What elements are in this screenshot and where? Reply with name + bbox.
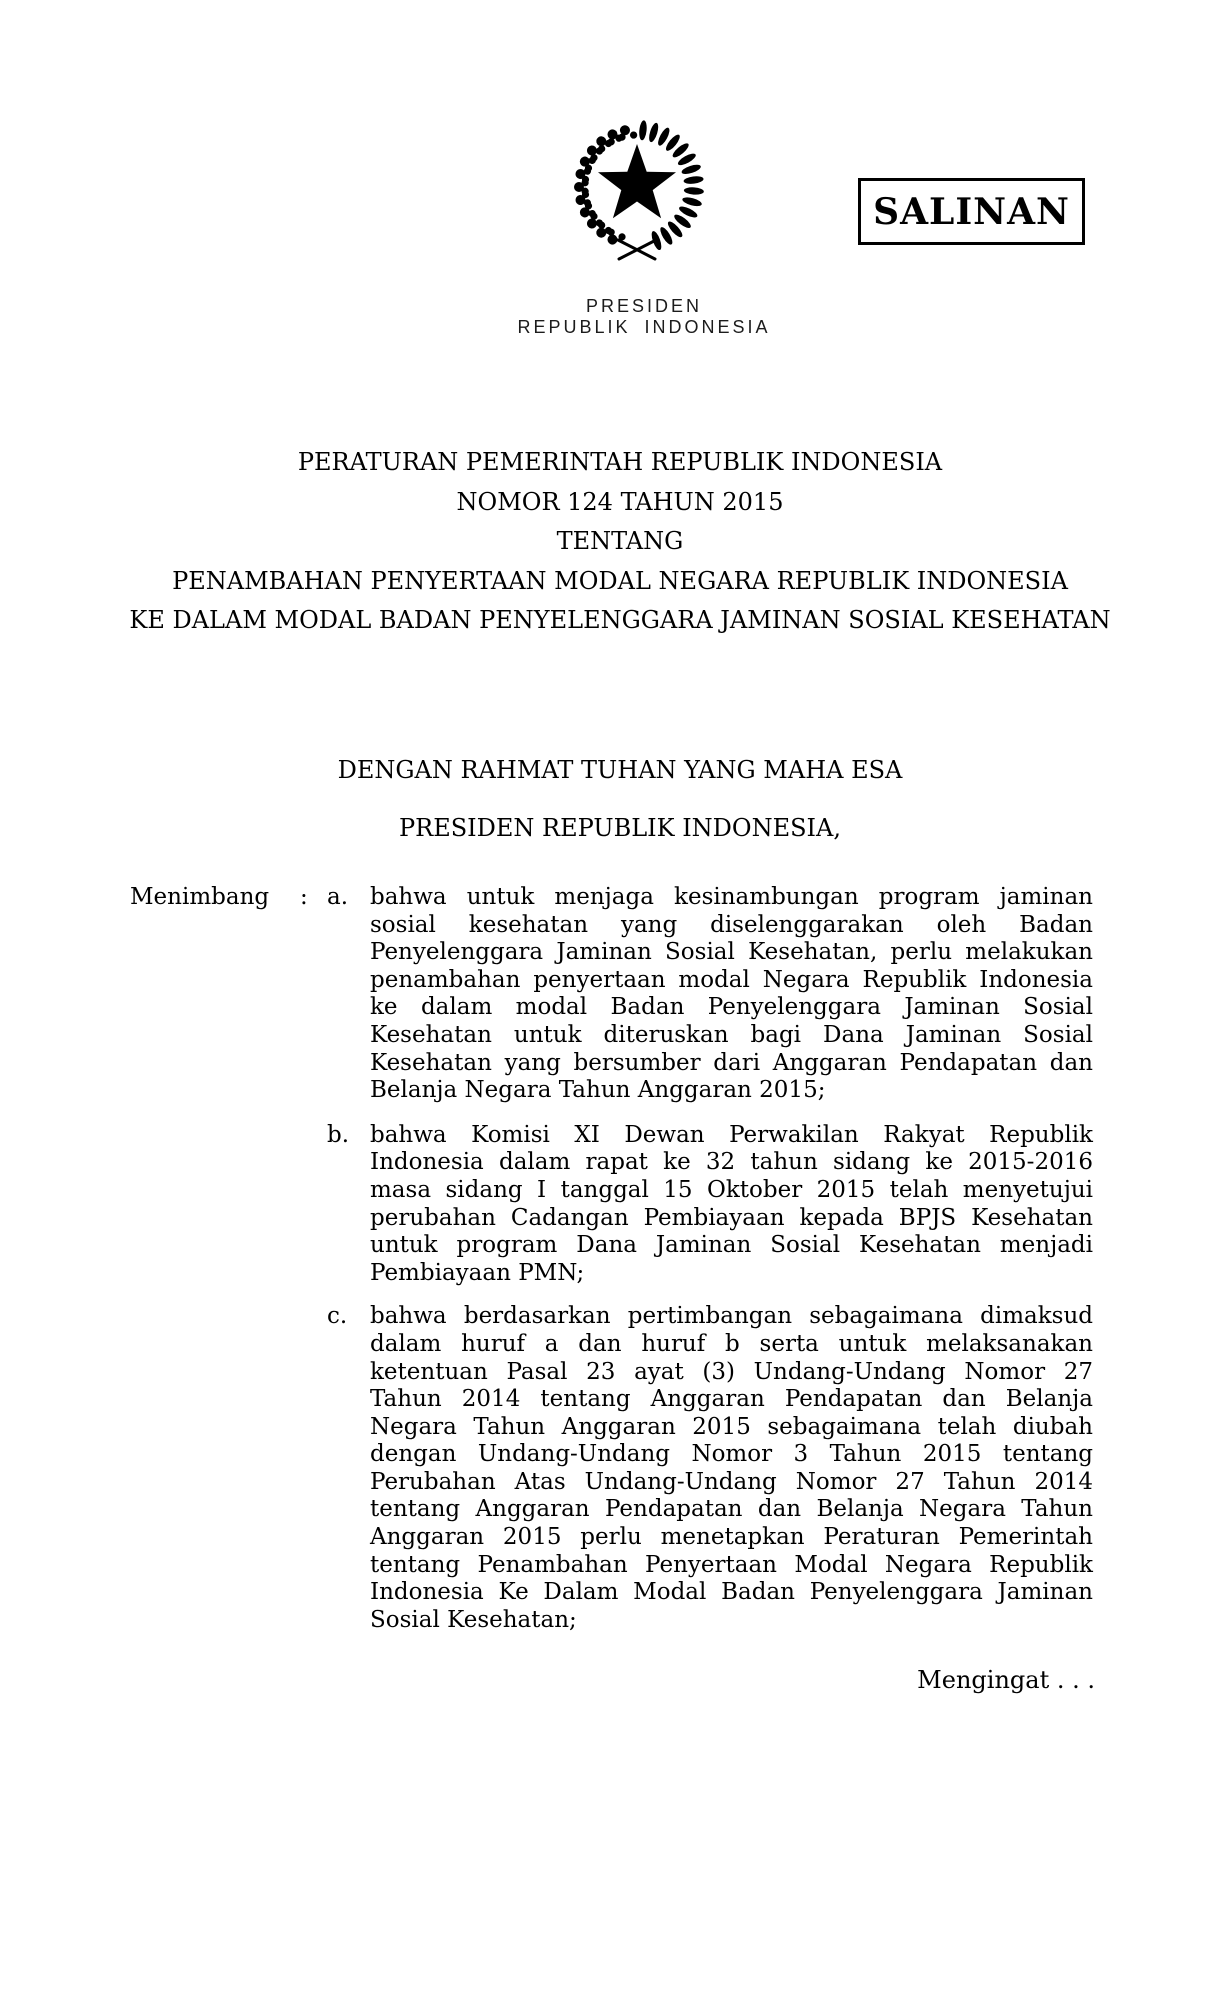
item-marker-a: a.: [327, 884, 349, 910]
consideration-line: Anggaran 2015 perlu menetapkan Peraturan Pemerintah: [370, 1524, 1093, 1551]
consideration-line: tentang Penambahan Penyertaan Modal Negara Republik: [370, 1551, 1093, 1578]
considerations-separator: :: [300, 884, 308, 910]
item-c-text: [370, 1303, 1093, 1634]
consideration-line: Kesehatan yang bersumber dari Anggaran Pendapatan dan: [370, 1049, 1093, 1076]
considerations-items: [327, 884, 1093, 1634]
star-wreath-emblem-icon: [549, 99, 725, 275]
consideration-line: masa sidang I tanggal 15 Oktober 2015 telah menyetujui: [370, 1176, 1093, 1203]
consideration-line: ke dalam modal Badan Penyelenggara Jaminan Sosial: [370, 994, 1093, 1021]
title-line-1: PERATURAN PEMERINTAH REPUBLIK INDONESIA: [297, 448, 943, 476]
title-line-2: NOMOR 124 TAHUN 2015: [456, 487, 784, 516]
consideration-item-a: [327, 884, 1093, 1105]
consideration-line: tentang Anggaran Pendapatan dan Belanja Negara Tahun: [370, 1496, 1093, 1523]
title-line-4: PENAMBAHAN PENYERTAAN MODAL NEGARA REPUBLIK INDONESIA: [172, 566, 1068, 595]
consideration-line: Pembiayaan PMN;: [370, 1259, 585, 1286]
consideration-line: Sosial Kesehatan;: [370, 1606, 577, 1633]
considerations-label: Menimbang: [130, 884, 270, 910]
title-line-3: TENTANG: [556, 527, 684, 555]
consideration-line: Belanja Negara Tahun Anggaran 2015;: [370, 1077, 826, 1104]
star-icon: [598, 144, 676, 218]
page-catchword: Mengingat . . .: [917, 1666, 1095, 1694]
letterhead-line-presiden: PRESIDEN: [585, 296, 703, 316]
invocation-line: DENGAN RAHMAT TUHAN YANG MAHA ESA: [337, 756, 903, 784]
consideration-line: bahwa berdasarkan pertimbangan sebagaimana dimaksud: [370, 1303, 1093, 1330]
title-line-5: KE DALAM MODAL BADAN PENYELENGGARA JAMINAN SOSIAL KESEHATAN: [129, 606, 1111, 634]
consideration-line: penambahan penyertaan modal Negara Republik Indonesia: [370, 966, 1093, 993]
item-marker-c: c.: [327, 1303, 348, 1330]
consideration-line: Indonesia dalam rapat ke 32 tahun sidang ke 2015-2016: [370, 1149, 1093, 1176]
consideration-line: perubahan Cadangan Pembiayaan kepada BPJS Kesehatan: [370, 1204, 1093, 1231]
consideration-line: Tahun 2014 tentang Anggaran Pendapatan dan Belanja: [370, 1386, 1093, 1413]
item-b-text: [370, 1122, 1093, 1288]
consideration-line: Indonesia Ke Dalam Modal Badan Penyelenggara Jaminan: [370, 1579, 1093, 1606]
letterhead: [444, 296, 844, 338]
consideration-line: Perubahan Atas Undang-Undang Nomor 27 Tahun 2014: [370, 1468, 1093, 1495]
letterhead-line-republik-indonesia: REPUBLIK INDONESIA: [517, 317, 771, 337]
salinan-stamp-label: SALINAN: [873, 190, 1070, 233]
salinan-stamp: [858, 178, 1085, 245]
consideration-item-c: [327, 1303, 1093, 1634]
consideration-line: bahwa Komisi XI Dewan Perwakilan Rakyat Republik: [370, 1121, 1093, 1148]
regulation-title: [8, 443, 1224, 641]
considerations-section: [130, 884, 1093, 1634]
consideration-line: dalam huruf a dan huruf b serta untuk melaksanakan: [370, 1330, 1093, 1357]
consideration-line: Negara Tahun Anggaran 2015 sebagaimana telah diubah: [370, 1413, 1093, 1440]
consideration-line: dengan Undang-Undang Nomor 3 Tahun 2015 tentang: [370, 1441, 1093, 1468]
consideration-line: ketentuan Pasal 23 ayat (3) Undang-Undang Nomor 27: [370, 1358, 1093, 1385]
consideration-line: Kesehatan untuk diteruskan bagi Dana Jaminan Sosial: [370, 1021, 1093, 1048]
consideration-line: bahwa untuk menjaga kesinambungan program jaminan: [370, 884, 1093, 910]
item-marker-b: b.: [327, 1121, 350, 1148]
consideration-line: untuk program Dana Jaminan Sosial Kesehatan menjadi: [370, 1232, 1093, 1259]
consideration-line: Penyelenggara Jaminan Sosial Kesehatan, perlu melakukan: [370, 939, 1093, 966]
issuer-line: PRESIDEN REPUBLIK INDONESIA,: [398, 814, 841, 842]
consideration-line: sosial kesehatan yang diselenggarakan oleh Badan: [370, 911, 1093, 938]
consideration-item-b: [327, 1122, 1093, 1288]
item-a-text: [370, 884, 1093, 1105]
